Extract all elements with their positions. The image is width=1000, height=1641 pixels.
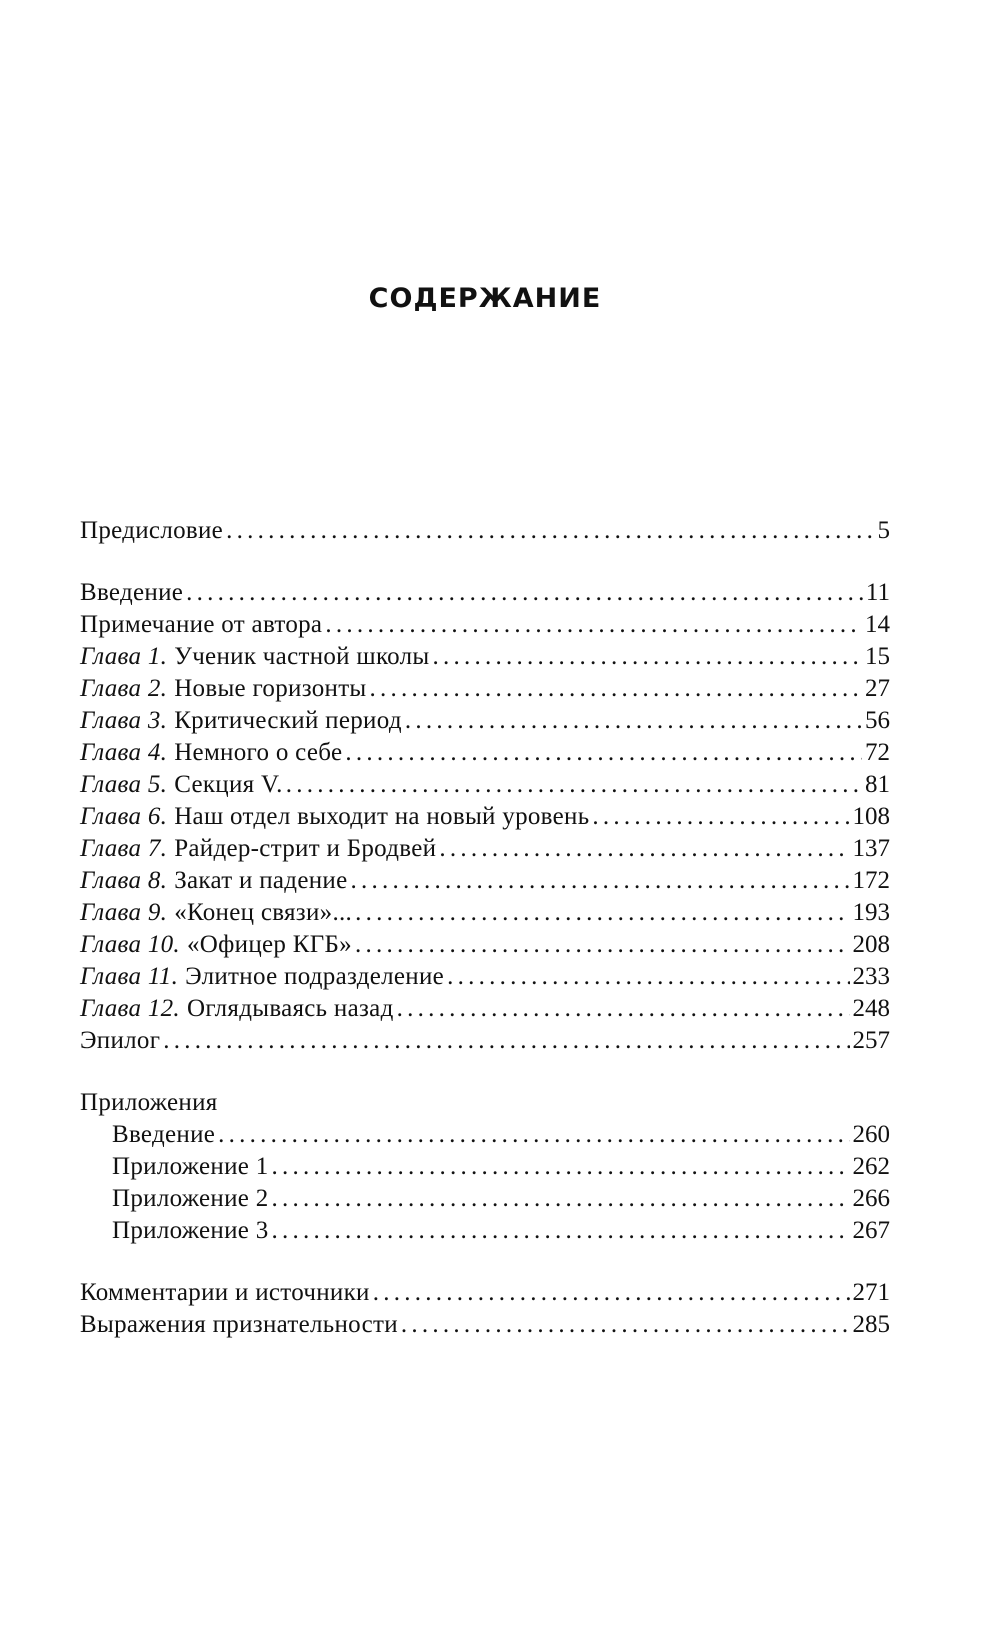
chapter-title: Райдер-стрит и Бродвей	[174, 835, 437, 862]
toc-entry-chapter-1[interactable]	[80, 641, 890, 673]
dot-leader	[355, 929, 850, 961]
toc-entry-page: 285	[852, 1311, 890, 1338]
chapter-number: Глава 2.	[80, 675, 168, 702]
toc-entry-label: Приложение 1	[112, 1153, 269, 1180]
toc-entry-chapter-2[interactable]	[80, 673, 890, 705]
chapter-title: Секция V.	[174, 771, 283, 798]
chapter-number: Глава 11.	[80, 963, 179, 990]
toc-entry-label	[80, 897, 352, 929]
toc-entry-page: 56	[865, 707, 890, 734]
toc-entry-chapter-3[interactable]	[80, 705, 890, 737]
dot-leader	[405, 705, 862, 737]
chapter-title: Оглядываясь назад	[186, 995, 394, 1022]
toc-entry-label	[80, 833, 436, 865]
dot-leader	[272, 1151, 850, 1183]
toc-entry-chapter-12[interactable]	[80, 993, 890, 1025]
toc-entry-page: 233	[852, 963, 890, 990]
toc-entry-epilogue[interactable]	[80, 1025, 890, 1057]
toc-entry-label: Приложение 3	[112, 1217, 269, 1244]
toc-entry-page: 193	[852, 899, 890, 926]
toc-entry-page: 266	[852, 1185, 890, 1212]
toc-entry-label: Комментарии и источники	[80, 1279, 370, 1306]
dot-leader	[397, 993, 850, 1025]
toc-entry-chapter-4[interactable]	[80, 737, 890, 769]
toc-entry-page: 14	[865, 611, 890, 638]
chapter-number: Глава 7.	[80, 835, 168, 862]
toc-entry-page: 262	[852, 1153, 890, 1180]
dot-leader	[401, 1309, 850, 1341]
appendices-heading: Приложения	[80, 1089, 218, 1116]
dot-leader	[163, 1025, 849, 1057]
toc-entry-appendix-2[interactable]	[80, 1183, 890, 1215]
toc-entry-label	[80, 769, 283, 801]
toc-entry-page: 11	[865, 579, 890, 606]
dot-leader	[325, 609, 862, 641]
chapter-title: Критический период	[174, 707, 402, 734]
chapter-number: Глава 6.	[80, 803, 168, 830]
dot-leader	[373, 1277, 850, 1309]
page-title: СОДЕРЖАНИЕ	[368, 283, 602, 314]
chapter-number: Глава 3.	[80, 707, 168, 734]
dot-leader	[439, 833, 849, 865]
toc-entry-label	[80, 993, 394, 1025]
chapter-number: Глава 5.	[80, 771, 168, 798]
chapter-title: «Офицер КГБ»	[186, 931, 352, 958]
toc-entry-chapter-5[interactable]	[80, 769, 890, 801]
toc-entry-label	[80, 705, 402, 737]
toc-entry-chapter-9[interactable]	[80, 897, 890, 929]
toc-entry-page: 5	[877, 517, 890, 544]
dot-leader	[186, 577, 863, 609]
chapter-title: Элитное подразделение	[185, 963, 445, 990]
toc-entry-label	[80, 673, 367, 705]
dot-leader	[350, 865, 849, 897]
chapter-number: Глава 9.	[80, 899, 168, 926]
chapter-title: Новые горизонты	[174, 675, 367, 702]
toc-entry-page: 271	[852, 1279, 890, 1306]
toc-entry-label: Введение	[112, 1121, 216, 1148]
chapter-title: «Конец связи»...	[174, 899, 353, 926]
chapter-title: Ученик частной школы	[174, 643, 430, 670]
toc-entry-page: 248	[852, 995, 890, 1022]
toc-entry-label	[80, 961, 444, 993]
toc-entry-label: Выражения признательности	[80, 1311, 398, 1338]
dot-leader	[370, 673, 862, 705]
dot-leader	[286, 769, 862, 801]
toc-entry-label: Предисловие	[80, 517, 224, 544]
toc-entry-page: 15	[865, 643, 890, 670]
toc-entry-label	[80, 801, 589, 833]
chapter-number: Глава 1.	[80, 643, 168, 670]
toc-entry-page: 172	[852, 867, 890, 894]
toc-entry-chapter-11[interactable]	[80, 961, 890, 993]
chapter-number: Глава 4.	[80, 739, 168, 766]
toc-entry-label	[80, 641, 429, 673]
toc-entry-page: 81	[865, 771, 890, 798]
chapter-title: Закат и падение	[174, 867, 348, 894]
dot-leader	[272, 1215, 850, 1247]
dot-leader	[447, 961, 849, 993]
dot-leader	[218, 1119, 849, 1151]
chapter-number: Глава 12.	[80, 995, 180, 1022]
toc-entry-page: 108	[852, 803, 890, 830]
toc-entry-chapter-8[interactable]	[80, 865, 890, 897]
dot-leader	[432, 641, 862, 673]
toc-entry-label	[80, 929, 352, 961]
chapter-number: Глава 10.	[80, 931, 180, 958]
dot-leader	[592, 801, 849, 833]
dot-leader	[355, 897, 849, 929]
toc-entry-label	[80, 737, 342, 769]
chapter-number: Глава 8.	[80, 867, 168, 894]
toc-entry-page: 257	[852, 1027, 890, 1054]
toc-entry-page: 267	[852, 1217, 890, 1244]
toc-entry-appendix-3[interactable]	[80, 1215, 890, 1247]
toc-entry-label: Примечание от автора	[80, 611, 323, 638]
toc-entry-preface[interactable]	[80, 515, 890, 547]
toc-entry-label: Эпилог	[80, 1027, 161, 1054]
toc-entry-label: Введение	[80, 579, 184, 606]
toc-entry-page: 137	[852, 835, 890, 862]
toc-entry-acknowledgements[interactable]	[80, 1309, 890, 1341]
chapter-title: Немного о себе	[174, 739, 343, 766]
toc-entry-chapter-10[interactable]	[80, 929, 890, 961]
toc-entry-label	[80, 865, 347, 897]
table-of-contents	[80, 515, 890, 1341]
toc-entry-introduction[interactable]	[80, 577, 890, 609]
toc-entry-label: Приложение 2	[112, 1185, 269, 1212]
toc-entry-chapter-6[interactable]	[80, 801, 890, 833]
toc-entry-page: 208	[852, 931, 890, 958]
toc-entry-appendix-intro[interactable]	[80, 1119, 890, 1151]
dot-leader	[272, 1183, 850, 1215]
toc-entry-chapter-7[interactable]	[80, 833, 890, 865]
toc-entry-page: 27	[865, 675, 890, 702]
dot-leader	[345, 737, 862, 769]
toc-entry-page: 260	[852, 1121, 890, 1148]
toc-entry-appendix-1[interactable]	[80, 1151, 890, 1183]
toc-entry-author-note[interactable]	[80, 609, 890, 641]
chapter-title: Наш отдел выходит на новый уровень	[174, 803, 590, 830]
toc-entry-comments-sources[interactable]	[80, 1277, 890, 1309]
dot-leader	[226, 515, 874, 547]
toc-entry-page: 72	[865, 739, 890, 766]
